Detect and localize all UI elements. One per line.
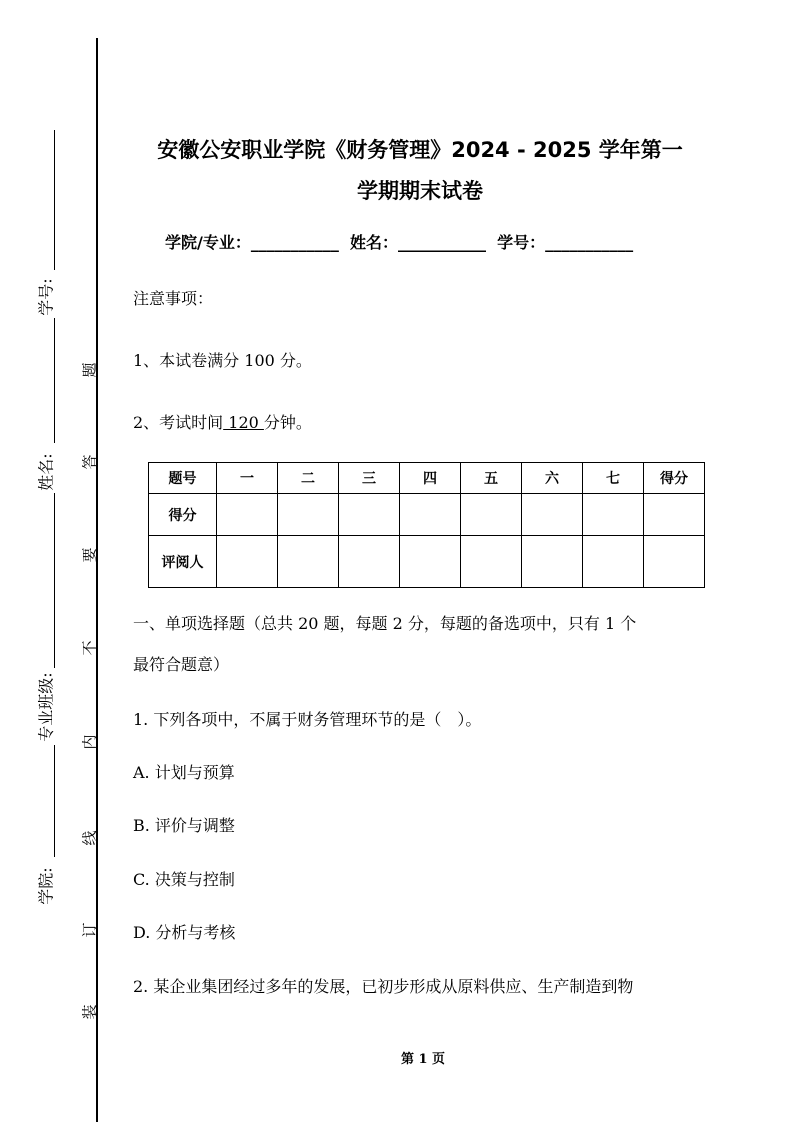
grader-cell [644, 536, 705, 588]
score-cell [583, 494, 644, 536]
grader-cell [583, 536, 644, 588]
student-id-label: 学号： [497, 233, 546, 252]
score-cell [461, 494, 522, 536]
name-blank[interactable]: ___________ [398, 233, 487, 252]
score-cell [522, 494, 583, 536]
score-cell [278, 494, 339, 536]
seal-char: 线 [80, 830, 99, 846]
note-text: 分钟。 [263, 413, 312, 432]
grader-cell [522, 536, 583, 588]
page-number: 第 1 页 [400, 1052, 446, 1067]
header-cell: 四 [400, 463, 461, 494]
section-heading: 最符合题意） [133, 655, 230, 674]
college-major-blank[interactable]: ___________ [250, 233, 339, 252]
seal-char: 题 [80, 362, 99, 378]
header-cell: 题号 [149, 463, 217, 494]
table-row [149, 494, 705, 536]
score-table [148, 462, 705, 588]
header-cell: 二 [278, 463, 339, 494]
option: B. 评价与调整 [133, 816, 235, 835]
question-stem: 1. 下列各项中，不属于财务管理环节的是（ ）。 [133, 710, 482, 729]
header-cell: 七 [583, 463, 644, 494]
note-item [133, 410, 312, 433]
score-cell [400, 494, 461, 536]
class-label: 专业班级: [36, 672, 56, 742]
seal-char: 装 [80, 1004, 99, 1020]
grader-cell [400, 536, 461, 588]
student-info-line [165, 230, 633, 253]
student-id-label: 学号: [36, 278, 56, 316]
score-cell [217, 494, 278, 536]
table-row [149, 536, 705, 588]
row-label: 评阅人 [149, 536, 217, 588]
header-cell: 三 [339, 463, 400, 494]
college-label: 学院: [36, 867, 56, 905]
option: A. 计划与预算 [133, 763, 235, 782]
seal-char: 要 [80, 547, 99, 563]
note-text: 2、考试时间 [133, 413, 224, 432]
table-header-row [149, 463, 705, 494]
blank-line [54, 493, 55, 668]
header-cell: 得分 [644, 463, 705, 494]
name-label: 姓名: [36, 453, 56, 491]
grader-cell [278, 536, 339, 588]
row-label: 得分 [149, 494, 217, 536]
blank-line [54, 745, 55, 857]
notes-heading: 注意事项： [133, 289, 214, 308]
exam-duration: 120 [223, 413, 264, 432]
seal-char: 订 [80, 922, 99, 938]
blank-line [54, 318, 55, 443]
college-major-label: 学院/专业： [165, 233, 251, 252]
question-stem: 2. 某企业集团经过多年的发展，已初步形成从原料供应、生产制造到物 [133, 977, 634, 996]
seal-char: 内 [80, 734, 99, 750]
student-id-blank[interactable]: ___________ [545, 233, 634, 252]
option: D. 分析与考核 [133, 923, 236, 942]
score-cell [339, 494, 400, 536]
section-heading: 一、单项选择题（总共 20 题，每题 2 分，每题的备选项中，只有 1 个 [133, 614, 637, 633]
note-item: 1、本试卷满分 100 分。 [133, 351, 312, 370]
exam-title-line2: 学期期末试卷 [357, 179, 483, 203]
header-cell: 六 [522, 463, 583, 494]
grader-cell [217, 536, 278, 588]
seal-char: 不 [80, 640, 99, 656]
name-label: 姓名： [350, 233, 399, 252]
grader-cell [461, 536, 522, 588]
score-cell [644, 494, 705, 536]
grader-cell [339, 536, 400, 588]
seal-char: 答 [80, 454, 99, 470]
header-cell: 一 [217, 463, 278, 494]
option: C. 决策与控制 [133, 870, 235, 889]
exam-title-line1: 安徽公安职业学院《财务管理》2024 - 2025 学年第一 [157, 138, 683, 162]
header-cell: 五 [461, 463, 522, 494]
